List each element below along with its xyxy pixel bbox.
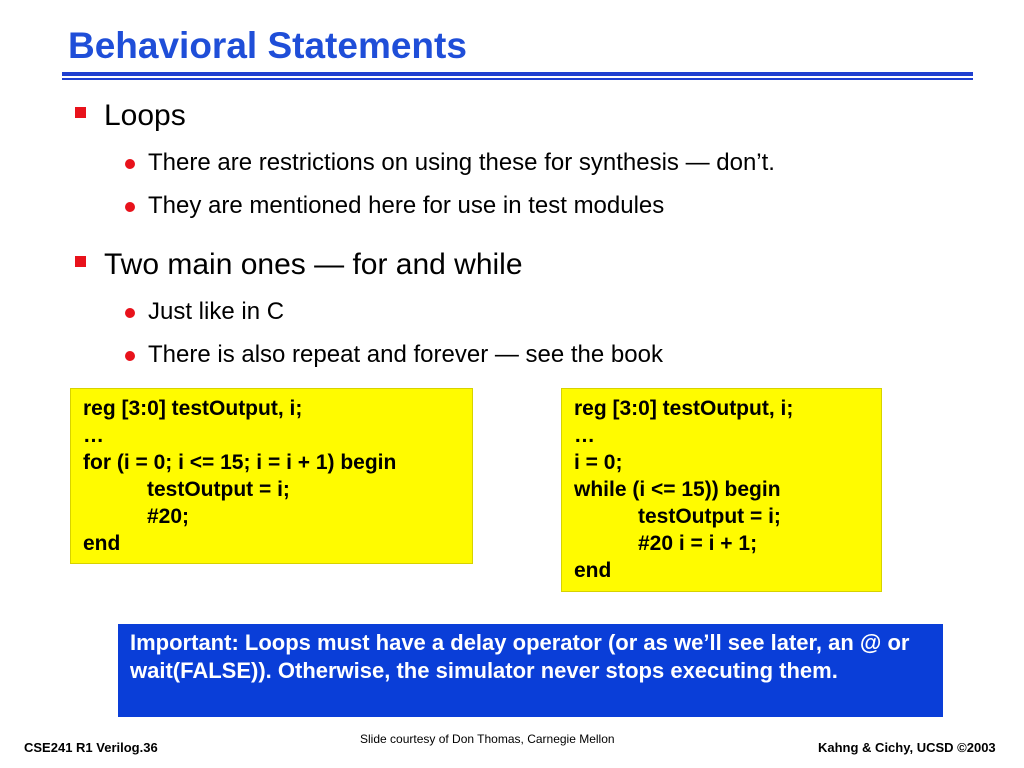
round-bullet-icon [125,308,135,318]
subbullet-repeat-forever: There is also repeat and forever — see the book [148,341,663,368]
square-bullet-icon [75,107,86,118]
code-line: end [574,559,612,582]
code-line: testOutput = i; [147,478,290,501]
subbullet-test-modules: They are mentioned here for use in test modules [148,192,665,219]
important-note-box [118,624,943,717]
code-line: testOutput = i; [638,505,781,528]
square-bullet-icon [75,256,86,267]
code-line: for (i = 0; i <= 15; i = i + 1) begin [83,451,397,474]
footer-credit: Slide courtesy of Don Thomas, Carnegie Mellon [360,732,615,746]
code-line: end [83,532,121,555]
title-rule-thin [62,78,973,80]
code-box-while-loop [561,388,882,592]
code-line: reg [3:0] testOutput, i; [83,397,303,420]
important-note-text: Important: Loops must have a delay operator (or as we’ll see later, an @ or wait(FALSE)). Otherwise, the simulator never stops executing them. [130,630,910,683]
code-line: #20; [147,505,190,528]
slide-title: Behavioral Statements [68,25,467,66]
subbullet-restrictions: There are restrictions on using these for synthesis — don’t. [148,149,775,176]
bullet-two-main-ones: Two main ones — for and while [104,248,523,281]
round-bullet-icon [125,159,135,169]
code-line: while (i <= 15)) begin [574,478,781,501]
code-box-for-loop [70,388,473,564]
footer-copyright: Kahng & Cichy, UCSD ©2003 [818,740,996,755]
code-line: … [574,424,595,447]
code-line: i = 0; [574,451,623,474]
code-line: … [83,424,104,447]
title-rule-thick [62,72,973,76]
bullet-loops: Loops [104,99,186,132]
round-bullet-icon [125,202,135,212]
round-bullet-icon [125,351,135,361]
code-line: reg [3:0] testOutput, i; [574,397,794,420]
subbullet-like-c: Just like in C [148,298,285,325]
footer-course-id: CSE241 R1 Verilog.36 [24,740,158,755]
code-line: #20 i = i + 1; [638,532,758,555]
